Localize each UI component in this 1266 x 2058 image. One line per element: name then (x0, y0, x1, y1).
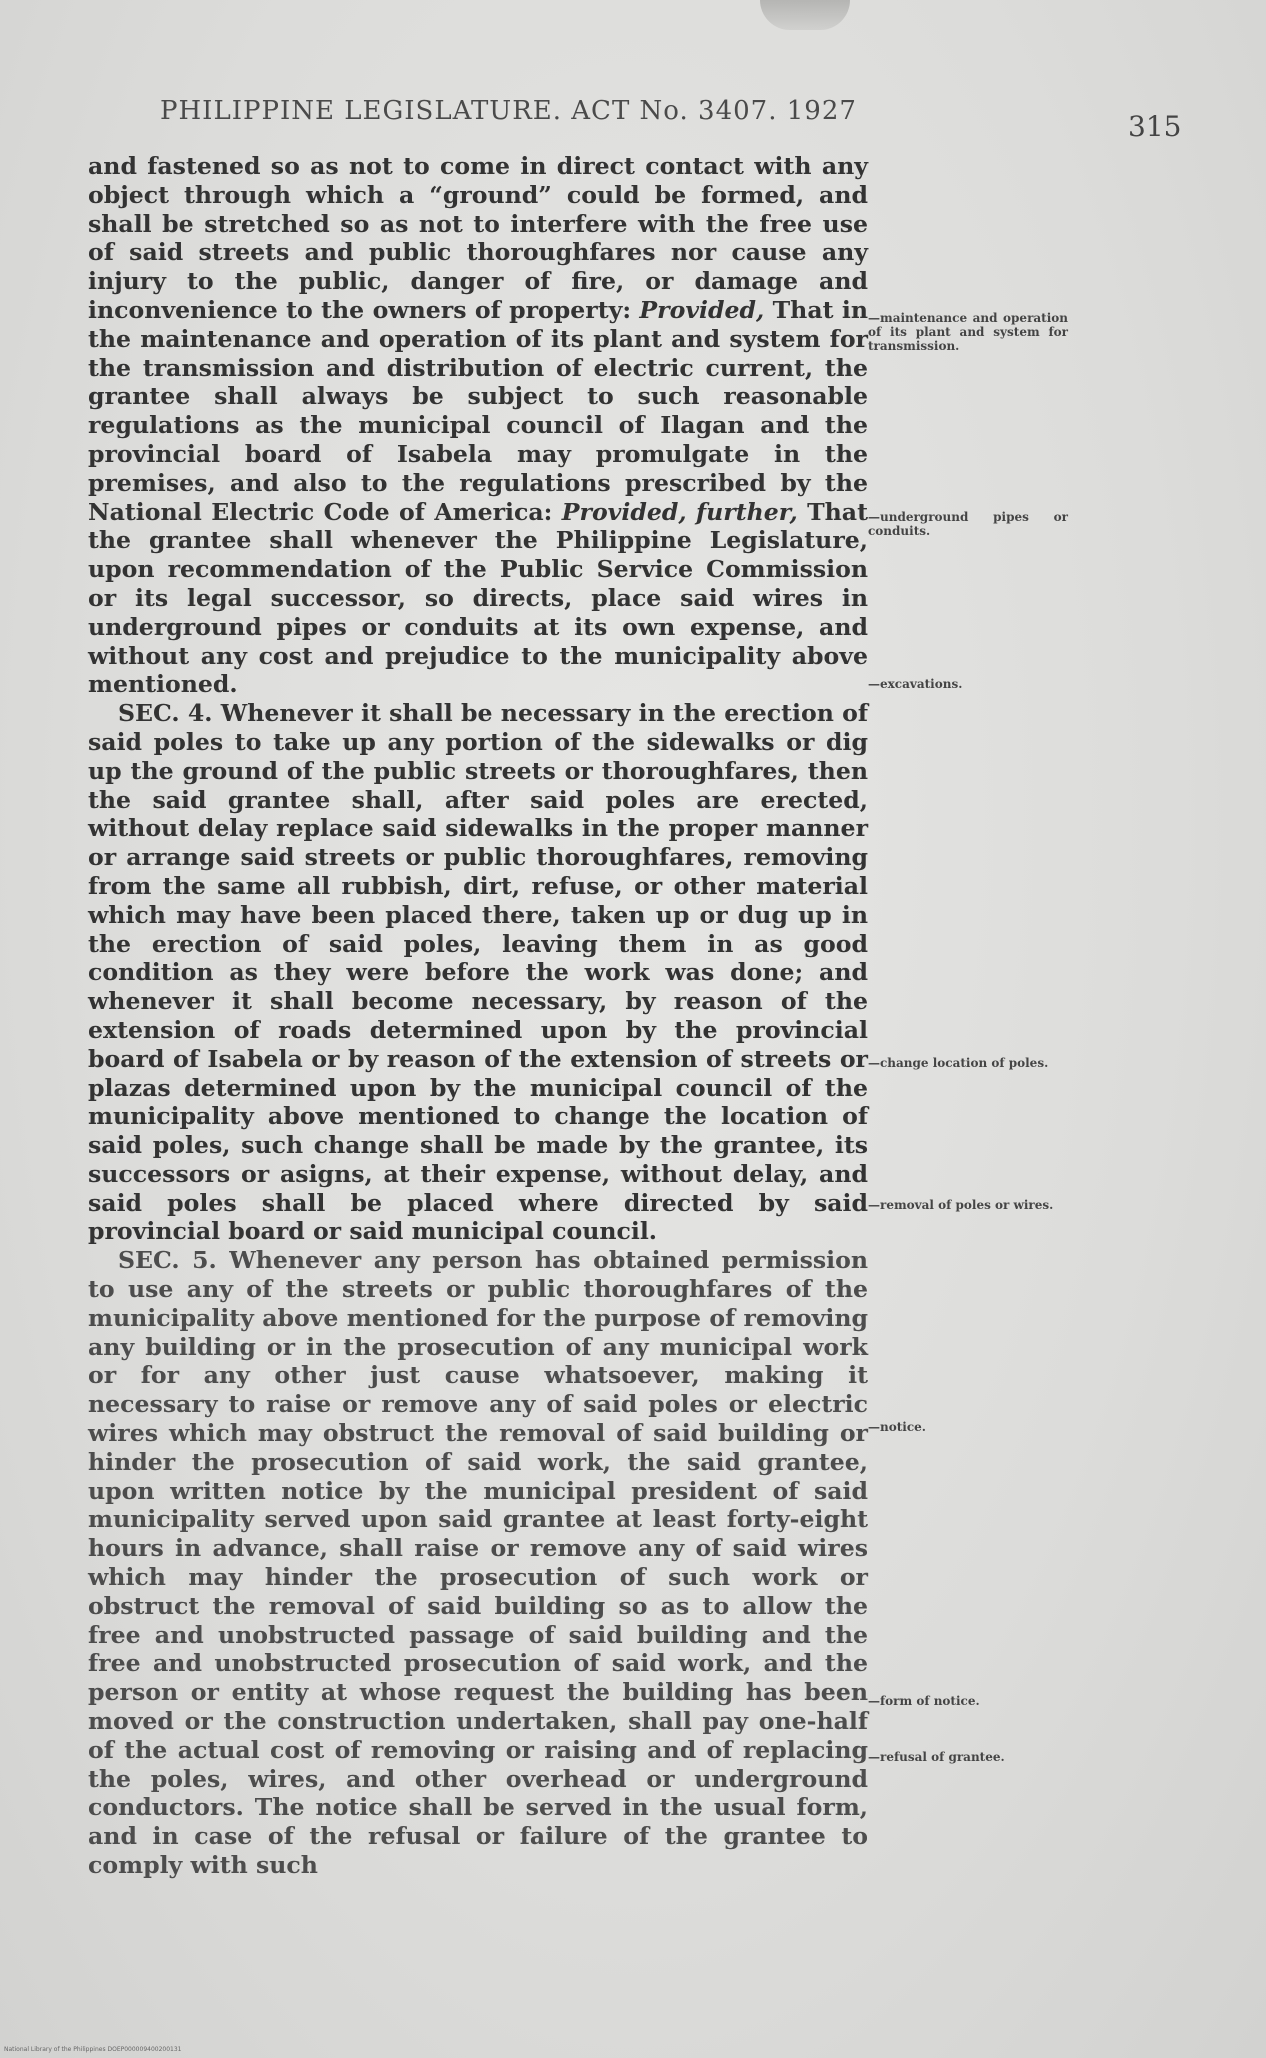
section-label: SEC. 5. (118, 1246, 217, 1275)
margin-note-change-location: —change location of poles. (868, 1056, 1049, 1070)
proviso-emphasis: Provided, further, (561, 497, 798, 526)
margin-note-removal: —removal of poles or wires. (868, 1198, 1054, 1212)
section-label: SEC. 4. (118, 699, 213, 728)
margin-note-form-of-notice: —form of notice. (868, 1694, 980, 1708)
margin-note-excavations: —excavations. (868, 677, 963, 691)
margin-note-notice: —notice. (868, 1420, 926, 1434)
paragraph-continuation (88, 152, 868, 699)
margin-note-refusal: —refusal of grantee. (868, 1750, 1005, 1764)
page-number: 315 (1128, 110, 1182, 143)
margin-note-underground: —underground pipes or conduits. (868, 510, 1068, 538)
library-stamp: National Library of the Philippines DOEP000009400200131 (4, 2046, 182, 2053)
paragraph-text: That in the maintenance and operation of its plant and system for the transmission and distribution of electric current, the grantee shall always be subject to such reasonable regulations as the municipal council of Ilagan and the provincial board of Isabela may promulgate in the premises, and also to the regulations prescribed by the National Electric Code of America: (88, 295, 868, 526)
running-head: PHILIPPINE LEGISLATURE. ACT No. 3407. 1927 (160, 96, 857, 126)
paragraph-text: Whenever it shall be necessary in the erection of said poles to take up any portion of the sidewalks or dig up the ground of the public streets or thoroughfares, then the said grantee shall, after said poles are erected, without delay replace said sidewalks in the proper manner or arrange said streets or public thoroughfares, removing from the same all rubbish, dirt, refuse, or other material which may have been placed there, taken up or dug up in the erection of said poles, leaving them in as good condition as they were before the work was done; and whenever it shall become necessary, by reason of the extension of roads determined upon by the provincial board of Isabela or by reason of the extension of streets or plazas determined upon by the municipal council of the municipality above mentioned to change the location of said poles, such change shall be made by the grantee, its successors or asigns, at their expense, without delay, and said poles shall be placed where directed by said provincial board or said municipal council. (88, 699, 868, 1246)
paragraph-text: That the grantee shall whenever the Philippine Legislature, upon recommendation of the Public Service Commission or its legal successor, so directs, place said wires in underground pipes or conduits at its own expense, and without any cost and prejudice to the municipality above mentioned. (88, 497, 868, 699)
section-4-paragraph (88, 699, 868, 1246)
paragraph-text: and fastened so as not to come in direct contact with any object through which a “ground” could be formed, and shall be stretched so as not to interfere with the free use of said streets and public thoroughfares nor cause any injury to the public, danger of fire, or damage and inconvenience to the owners of property: (88, 152, 868, 324)
proviso-emphasis: Provided, (639, 295, 765, 324)
page-edge-shadow (760, 0, 850, 30)
body-text (88, 152, 868, 1880)
margin-note-maintenance: —maintenance and operation of its plant and system for transmission. (868, 311, 1068, 353)
paragraph-text: Whenever any person has obtained permission to use any of the streets or public thoroughfares of the municipality above mentioned for the purpose of removing any building or in the prosecution of any municipal work or for any other just cause whatsoever, making it necessary to raise or remove any of said poles or electric wires which may obstruct the removal of said building or hinder the prosecution of said work, the said grantee, upon written notice by the municipal president of said municipality served upon said grantee at least forty-eight hours in advance, shall raise or remove any of said wires which may hinder the prosecution of such work or obstruct the removal of said building so as to allow the free and unobstructed passage of said building and the free and unobstructed prosecution of said work, and the person or entity at whose request the building has been moved or the construction undertaken, shall pay one-half of the actual cost of removing or raising and of replacing the poles, wires, and other overhead or underground conductors. The notice shall be served in the usual form, and in case of the refusal or failure of the grantee to comply with such (88, 1246, 868, 1880)
section-5-paragraph (88, 1246, 868, 1880)
